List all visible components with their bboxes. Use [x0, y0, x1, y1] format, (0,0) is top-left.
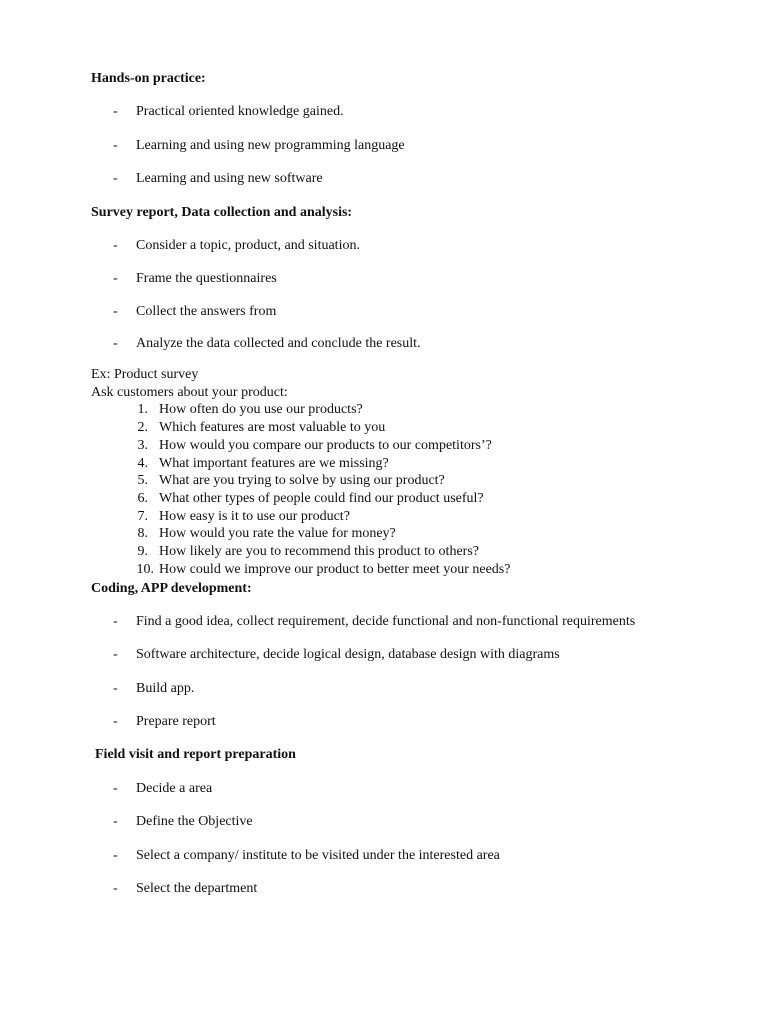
question-number: 1. — [137, 402, 148, 417]
heading-hands-on: Hands-on practice: — [91, 71, 206, 86]
bullet-dash: - — [113, 304, 118, 319]
question-text: How would you rate the value for money? — [159, 526, 396, 541]
list-item: Software architecture, decide logical design, database design with diagrams — [136, 647, 560, 662]
question-number: 10. — [136, 562, 154, 577]
question-number: 9. — [137, 544, 148, 559]
list-item: Learning and using new programming language — [136, 138, 405, 153]
list-item: Collect the answers from — [136, 304, 277, 319]
question-number: 3. — [137, 438, 148, 453]
list-item: Practical oriented knowledge gained. — [136, 104, 344, 119]
list-item: Learning and using new software — [136, 171, 323, 186]
question-text: How would you compare our products to our competitors’? — [159, 438, 492, 453]
list-item: Define the Objective — [136, 814, 253, 829]
list-item: Frame the questionnaires — [136, 271, 277, 286]
question-number: 7. — [137, 509, 148, 524]
bullet-dash: - — [113, 647, 118, 662]
bullet-dash: - — [113, 238, 118, 253]
example-title: Ex: Product survey — [91, 367, 199, 382]
list-item: Build app. — [136, 681, 195, 696]
list-item: Find a good idea, collect requirement, decide functional and non-functional requirements — [136, 614, 636, 629]
bullet-dash: - — [113, 714, 118, 729]
question-text: What other types of people could find our product useful? — [159, 491, 484, 506]
bullet-dash: - — [113, 881, 118, 896]
question-text: How easy is it to use our product? — [159, 509, 350, 524]
question-text: How likely are you to recommend this product to others? — [159, 544, 479, 559]
bullet-dash: - — [113, 271, 118, 286]
question-number: 8. — [137, 526, 148, 541]
bullet-dash: - — [113, 336, 118, 351]
heading-coding: Coding, APP development: — [91, 581, 252, 596]
heading-survey: Survey report, Data collection and analysis: — [91, 205, 353, 220]
question-text: How often do you use our products? — [159, 402, 363, 417]
bullet-dash: - — [113, 138, 118, 153]
heading-field-visit: Field visit and report preparation — [95, 747, 296, 762]
list-item: Select a company/ institute to be visited under the interested area — [136, 848, 500, 863]
example-intro: Ask customers about your product: — [91, 385, 288, 400]
bullet-dash: - — [113, 848, 118, 863]
list-item: Select the department — [136, 881, 258, 896]
bullet-dash: - — [113, 104, 118, 119]
question-text: How could we improve our product to better meet your needs? — [159, 562, 511, 577]
list-item: Consider a topic, product, and situation. — [136, 238, 360, 253]
question-text: What are you trying to solve by using our product? — [159, 473, 445, 488]
bullet-dash: - — [113, 781, 118, 796]
question-text: Which features are most valuable to you — [159, 420, 386, 435]
question-number: 5. — [137, 473, 148, 488]
list-item: Prepare report — [136, 714, 216, 729]
bullet-dash: - — [113, 171, 118, 186]
bullet-dash: - — [113, 614, 118, 629]
question-number: 6. — [137, 491, 148, 506]
question-text: What important features are we missing? — [159, 456, 389, 471]
question-number: 2. — [137, 420, 148, 435]
bullet-dash: - — [113, 814, 118, 829]
list-item: Analyze the data collected and conclude the result. — [136, 336, 421, 351]
list-item: Decide a area — [136, 781, 213, 796]
bullet-dash: - — [113, 681, 118, 696]
question-number: 4. — [137, 456, 148, 471]
